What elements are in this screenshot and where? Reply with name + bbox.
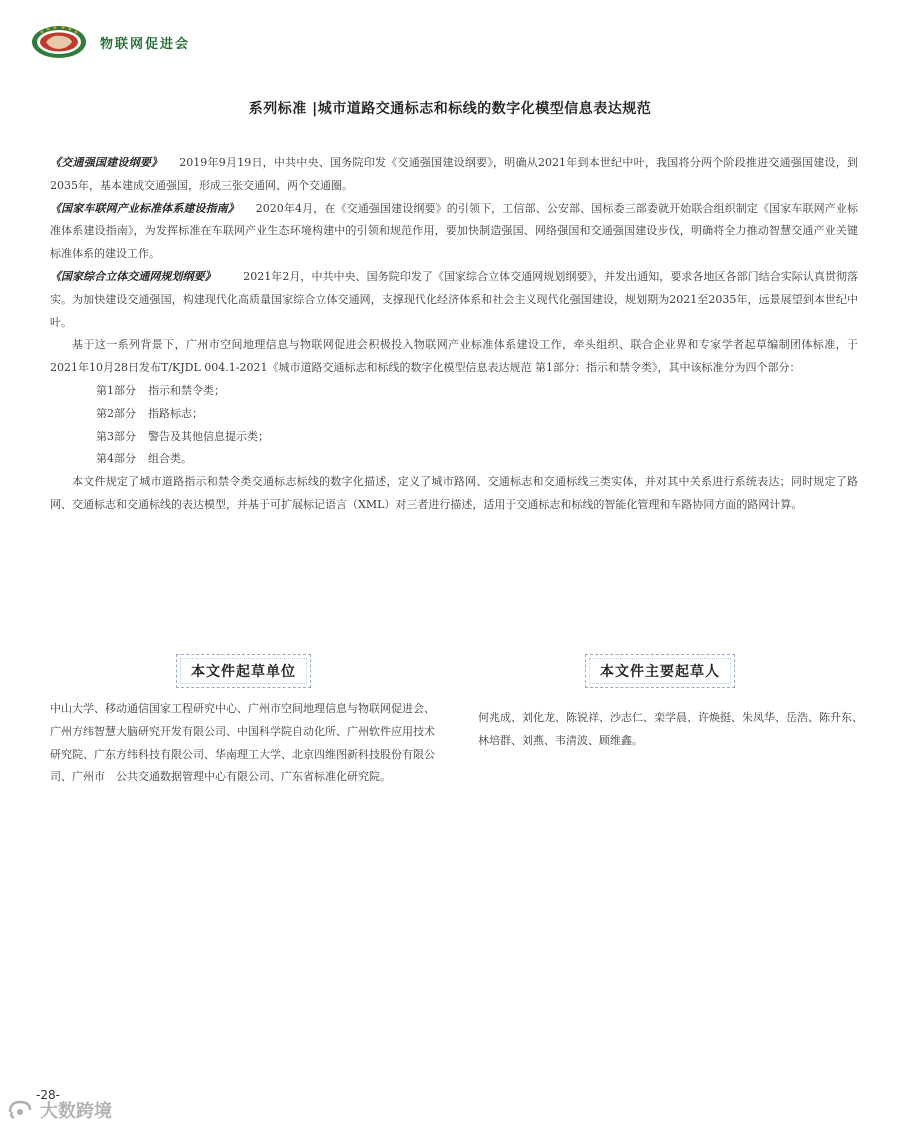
org-name: 物联网促进会 [100,36,191,52]
paragraph-1 [50,152,858,198]
part-number: 第4部分 [96,452,136,466]
paragraph-2-text: 2020年4月，在《交通强国建设纲要》的引领下，工信部、公安部、国标委三部委就开始联合组织制定《国家车联网产业标准体系建设指南》，为发挥标准在车联网产业生态环境构建中的引领和规范作用，要加快制造强国、网络强国和交通强国建设步伐，明确将全力推动智慧交通产业关键标准体系的建设工作。 [50,201,859,261]
part-item [50,426,858,449]
book-title-2: 《国家车联网产业标准体系建设指南》 [50,201,234,215]
watermark-logo-icon [6,1098,34,1122]
drafters-heading: 本文件主要起草人 [585,654,735,688]
part-item [50,403,858,426]
paragraph-4: 基于这一系列背景下，广州市空间地理信息与物联网促进会积极投入物联网产业标准体系建设工作，牵头组织、联合企业界和专家学者起草编制团体标准，于2021年10月28日发布T/KJDL 004.1-2021《城市道路交通标志和标线的数字化模型信息表达规范 第1部分：指示和禁令类》，其中该标准分为四个部分： [50,338,858,375]
part-number: 第2部分 [96,406,136,420]
part-number: 第1部分 [96,383,136,397]
page-header [30,22,190,62]
part-text: 组合类。 [148,452,192,466]
org-logo-icon [30,24,88,60]
part-item [50,380,858,403]
watermark-text: 大数跨境 [40,1101,112,1122]
part-number: 第3部分 [96,429,136,443]
drafting-units-heading: 本文件起草单位 [176,654,311,688]
part-text: 指路标志； [148,406,203,420]
intro-section [50,152,858,517]
part-text: 警告及其他信息提示类； [148,429,269,443]
document-title: 系列标准 |城市道路交通标志和标线的数字化模型信息表达规范 [248,101,652,117]
watermark [6,1097,112,1123]
paragraph-2 [50,198,858,266]
part-item [50,448,858,471]
page-number: -28- [36,1088,60,1102]
book-title-1: 《交通强国建设纲要》 [50,156,157,169]
drafting-units-list: 中山大学、移动通信国家工程研究中心、广州市空间地理信息与物联网促进会、广州方纬智慧大脑研究开发有限公司、中国科学院自动化所、广州软件应用技术研究院、广东方纬科技有限公司、华南理工大学、北京四维图新科技股份有限公司、广州市 公共交通数据管理中心有限公司、广东省标准化研究院。 [50,702,435,784]
book-title-3: 《国家综合立体交通网规划纲要》 [50,269,211,283]
paragraph-1-text: 2019年9月19日，中共中央、国务院印发《交通强国建设纲要》，明确从2021年到本世纪中叶，我国将分两个阶段推进交通强国建设，到2035年，基本建成交通强国，形成三张交通网、两个交通圈。 [50,156,859,192]
part-text: 指示和禁令类； [148,383,225,397]
drafters-list: 何兆成、刘化龙、陈锐祥、沙志仁、栾学晨、许焕挺、朱凤华、岳浩、陈升东、林培群、刘燕、韦清波、顾维鑫。 [478,711,863,747]
paragraph-3-text: 2021年2月，中共中央、国务院印发了《国家综合立体交通网规划纲要》，并发出通知，要求各地区各部门结合实际认真贯彻落实。为加快建设交通强国，构建现代化高质量国家综合立体交通网，支撑现代化经济体系和社会主义现代化强国建设，规划期为2021至2035年，远景展望到本世纪中叶。 [50,269,858,329]
paragraph-5: 本文件规定了城市道路指示和禁令类交通标志标线的数字化描述，定义了城市路网、交通标志和交通标线三类实体，并对其中关系进行系统表达；同时规定了路网、交通标志和交通标线的表达模型，并基于可扩展标记语言（XML）对三者进行描述，适用于交通标志和标线的智能化管理和车路协同方面的路网计算。 [50,475,858,511]
paragraph-3 [50,266,858,334]
